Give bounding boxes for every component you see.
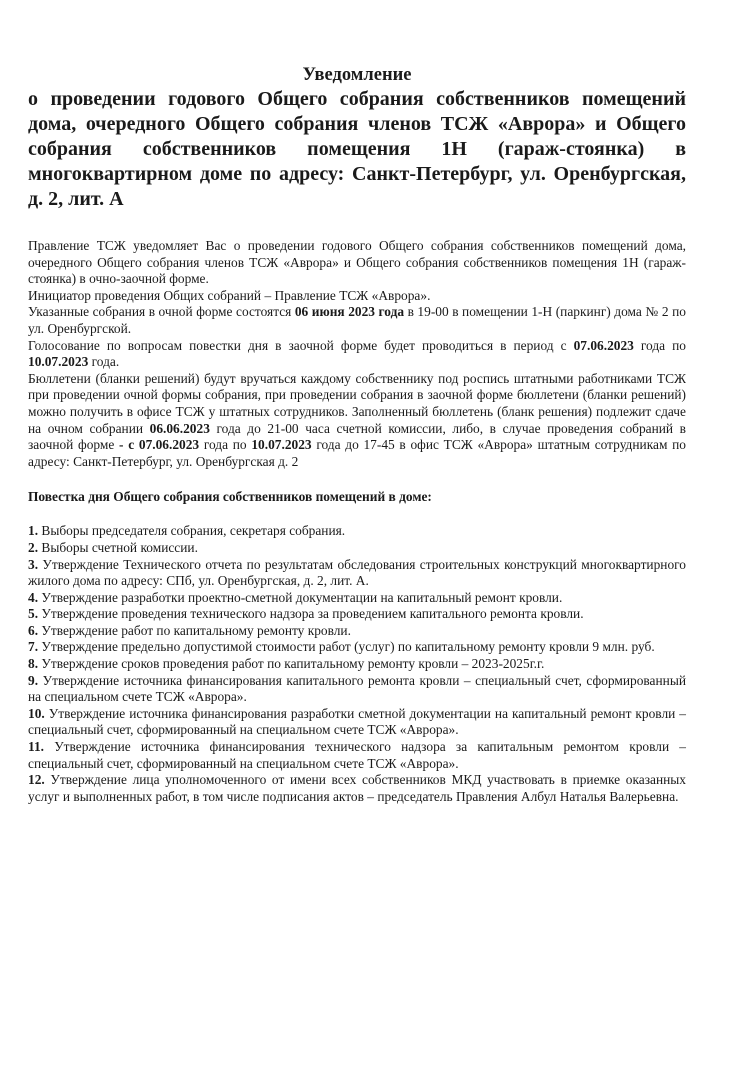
notice-body: [28, 238, 686, 470]
agenda-item: [28, 739, 686, 772]
body-paragraph-initiator: Инициатор проведения Общих собраний – Правление ТСЖ «Аврора».: [28, 287, 431, 303]
agenda-item-text: Выборы счетной комиссии.: [38, 539, 198, 555]
agenda-item: [28, 772, 686, 805]
agenda-item-number: 3.: [28, 556, 39, 572]
agenda-item: [28, 523, 686, 540]
agenda-item: [28, 706, 686, 739]
agenda-list: [28, 523, 686, 805]
agenda-item: [28, 540, 686, 557]
ballot-date-start: - с 07.06.2023: [119, 437, 200, 453]
ballot-date-end: 10.07.2023: [251, 437, 312, 453]
agenda-item-number: 8.: [28, 656, 39, 672]
agenda-heading: Повестка дня Общего собрания собственников помещений в доме:: [28, 489, 432, 505]
agenda-item: [28, 606, 686, 623]
voting-start-date: 07.06.2023: [573, 337, 634, 353]
body-paragraph-meeting-date: Указанные собрания в очной форме состоятся 06 июня 2023 года в 19-00 в помещении 1-Н (паркинг) дома № 2 по ул. Оренбургской.: [28, 304, 686, 336]
agenda-item-text: Утверждение сроков проведения работ по капитальному ремонту кровли – 2023-2025г.г.: [38, 656, 545, 672]
notice-subtitle: о проведении годового Общего собрания собственников помещений дома, очередного Общего собрания членов ТСЖ «Аврора» и Общего собрания собственников помещения 1Н (гараж-стоянка) в многоквартирном доме по адресу: Санкт-Петербург, ул. Оренбургская, д. 2, лит. А: [28, 88, 686, 210]
agenda-item-number: 2.: [28, 539, 39, 555]
agenda-item-text: Утверждение разработки проектно-сметной документации на капитальный ремонт кровли.: [38, 589, 563, 605]
agenda-item-number: 11.: [28, 739, 44, 755]
agenda-item-text: Утверждение Технического отчета по результатам обследования строительных конструкций многоквартирного жилого дома по адресу: СПб, ул. Оренбургская, д. 2, лит. А.: [28, 556, 686, 589]
agenda-item: [28, 673, 686, 706]
agenda-item-text: Утверждение проведения технического надзора за проведением капитального ремонта кровли.: [38, 606, 584, 622]
agenda-item-number: 6.: [28, 622, 39, 638]
notice-title: Уведомление: [302, 65, 412, 85]
agenda-item-text: Утверждение лица уполномоченного от имени всех собственников МКД участвовать в приемке оказанных услуг и выполненных работ, в том числе подписания актов – председатель Правления Албул Наталья Валерьевна.: [28, 772, 686, 804]
meeting-date: 06 июня 2023 года: [294, 304, 405, 320]
agenda-item-text: Утверждение источника финансирования капитального ремонта кровли – специальный счет, сформированный на специальном счете ТСЖ «Аврора».: [28, 672, 686, 705]
agenda-item: [28, 590, 686, 607]
agenda-item-number: 4.: [28, 589, 39, 605]
document-page: [0, 63, 744, 1087]
agenda-item-number: 10.: [28, 705, 45, 721]
agenda-item-text: Выборы председателя собрания, секретаря собрания.: [38, 523, 346, 539]
agenda-item: [28, 557, 686, 590]
agenda-item-number: 5.: [28, 606, 39, 622]
agenda-item-text: Утверждение источника финансирования технического надзора за капитальным ремонтом кровли – специальный счет, сформированный на специальном счете ТСЖ «Аврора».: [28, 739, 686, 771]
ballot-date-inperson: 06.06.2023: [149, 420, 210, 436]
agenda-item: [28, 656, 686, 673]
voting-end-date: 10.07.2023: [28, 354, 89, 370]
agenda-item-text: Утверждение источника финансирования разработки сметной документации на капитальный ремонт кровли – специальный счет, сформированный на специальном счете ТСЖ «Аврора».: [28, 705, 686, 738]
agenda-item: [28, 623, 686, 640]
agenda-item-number: 1.: [28, 523, 39, 539]
body-paragraph-ballots: Бюллетени (бланки решений) будут вручаться каждому собственнику под роспись штатными работниками ТСЖ при проведении очной формы собрания, при проведении собрания в заочной форме бюллетени (бланки решений) можно получить в офисе ТСЖ у штатных сотрудников. Заполненный бюллетень (бланк решения) подлежит сдаче на очном собрании 06.06.2023 года до 21-00 часа счетной комиссии, либо, в случае проведения собраний в заочной форме - с 07.06.2023 года по 10.07.2023 года до 17-45 в офис ТСЖ «Аврора» штатным сотрудникам по адресу: Санкт-Петербург, ул. Оренбургская д. 2: [28, 370, 687, 469]
agenda-item-text: Утверждение предельно допустимой стоимости работ (услуг) по капитальному ремонту кровли 9 млн. руб.: [38, 639, 655, 655]
body-paragraph-board: Правление ТСЖ уведомляет Вас о проведении годового Общего собрания собственников помещений дома, очередного Общего собрания членов ТСЖ «Аврора» и Общего собрания собственников помещения 1Н (гараж-стоянка) в очно-заочной форме.: [28, 238, 686, 287]
agenda-item: [28, 639, 686, 656]
agenda-item-number: 12.: [28, 772, 45, 788]
body-paragraph-voting-period: Голосование по вопросам повестки дня в заочной форме будет проводиться в период с 07.06.2023 года по 10.07.2023 года.: [28, 337, 687, 370]
agenda-item-text: Утверждение работ по капитальному ремонту кровли.: [38, 622, 351, 638]
agenda-item-number: 7.: [28, 639, 39, 655]
agenda-item-number: 9.: [28, 672, 39, 688]
